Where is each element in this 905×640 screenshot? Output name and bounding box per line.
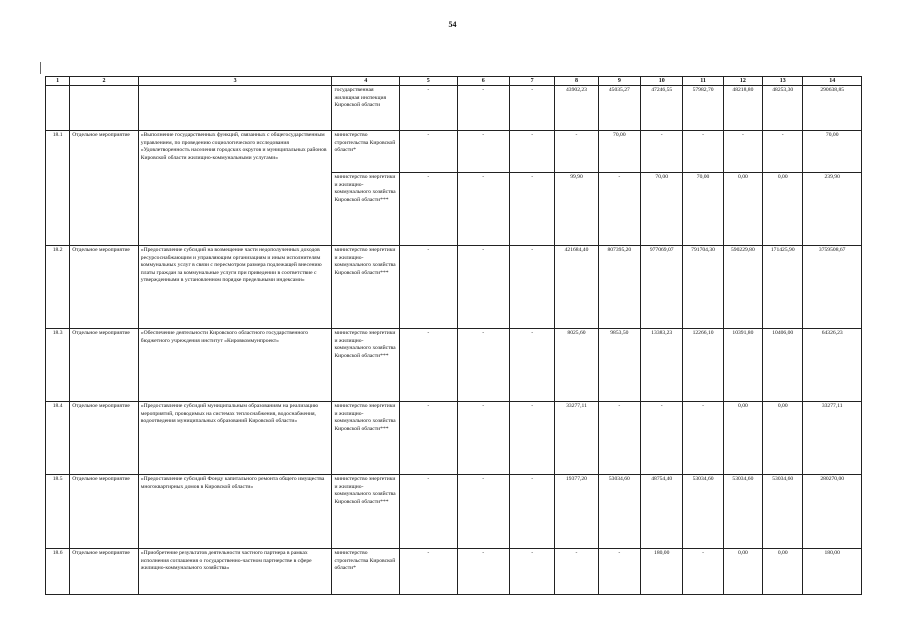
value-cell: 8025,60: [555, 329, 598, 402]
value-cell: -: [509, 86, 554, 131]
value-cell: 48253,30: [763, 86, 803, 131]
row-code-cell: [46, 86, 70, 131]
value-cell: 33277,11: [803, 402, 862, 475]
value-cell: 48754,40: [641, 475, 683, 549]
table-row: [46, 329, 862, 402]
executor-cell: министерство энергетики и жилищно-коммунального хозяйства Кировской области***: [332, 329, 400, 402]
value-cell: 807395,20: [598, 246, 640, 329]
row-type-cell: Отдельное мероприятие: [70, 549, 139, 595]
table-row: [46, 475, 862, 549]
value-cell: 180,00: [803, 549, 862, 595]
executor-cell: министерство энергетики и жилищно-коммунального хозяйства Кировской области***: [332, 246, 400, 329]
row-type-cell: Отдельное мероприятие: [70, 246, 139, 329]
value-cell: -: [400, 246, 457, 329]
column-header: 3: [138, 77, 332, 86]
row-name-cell: «Предоставление субсидий Фонду капитального ремонта общего имущества многоквартирных домов в Кировской области»: [138, 475, 332, 549]
column-header: 11: [683, 77, 723, 86]
value-cell: -: [555, 131, 598, 173]
value-cell: -: [400, 475, 457, 549]
table-row: [46, 549, 862, 595]
row-code-cell: 18.6: [46, 549, 70, 595]
table-row: [46, 402, 862, 475]
value-cell: -: [509, 402, 554, 475]
value-cell: -: [400, 173, 457, 246]
value-cell: 9853,50: [598, 329, 640, 402]
value-cell: -: [598, 402, 640, 475]
value-cell: 48218,80: [723, 86, 762, 131]
value-cell: 0,00: [723, 173, 762, 246]
value-cell: 0,00: [723, 549, 762, 595]
value-cell: 977069,07: [641, 246, 683, 329]
value-cell: -: [509, 329, 554, 402]
column-header: 5: [400, 77, 457, 86]
value-cell: 33277,11: [555, 402, 598, 475]
value-cell: 280270,00: [803, 475, 862, 549]
row-name-cell: [138, 86, 332, 131]
column-header: 7: [509, 77, 554, 86]
executor-cell: министерство строительства Кировской области*: [332, 131, 400, 173]
value-cell: 12266,10: [683, 329, 723, 402]
column-header: 2: [70, 77, 139, 86]
value-cell: 10391,80: [723, 329, 762, 402]
value-cell: 421684,40: [555, 246, 598, 329]
value-cell: 99,90: [555, 173, 598, 246]
value-cell: -: [509, 173, 554, 246]
value-cell: -: [457, 86, 509, 131]
value-cell: -: [400, 329, 457, 402]
value-cell: 171425,90: [763, 246, 803, 329]
column-header: 9: [598, 77, 640, 86]
row-type-cell: Отдельное мероприятие: [70, 402, 139, 475]
row-name-cell: «Выполнение государственных функций, связанных с общегосударственным управлением, по проведению социологического исследования «Удовлетворенность населения городских округов и муниципальных районов Кировской области жилищно-коммунальными услугами»: [138, 131, 332, 246]
row-name-cell: «Обеспечение деятельности Кировского областного государственного бюджетного учреждения институт «Кировкоммунпроект»: [138, 329, 332, 402]
value-cell: 19377,20: [555, 475, 598, 549]
value-cell: -: [723, 131, 762, 173]
column-header: 4: [332, 77, 400, 86]
value-cell: -: [509, 131, 554, 173]
row-code-cell: 18.2: [46, 246, 70, 329]
value-cell: -: [457, 246, 509, 329]
executor-cell: министерство энергетики и жилищно-коммунального хозяйства Кировской области***: [332, 402, 400, 475]
value-cell: 70,00: [683, 173, 723, 246]
value-cell: -: [457, 329, 509, 402]
value-cell: -: [400, 131, 457, 173]
value-cell: -: [683, 402, 723, 475]
value-cell: -: [457, 402, 509, 475]
column-number-row: [46, 77, 862, 86]
value-cell: 180,00: [641, 549, 683, 595]
value-cell: -: [683, 131, 723, 173]
value-cell: 13383,23: [641, 329, 683, 402]
value-cell: -: [457, 173, 509, 246]
value-cell: -: [509, 475, 554, 549]
value-cell: 0,00: [723, 402, 762, 475]
value-cell: 70,00: [641, 173, 683, 246]
value-cell: 57982,70: [683, 86, 723, 131]
page-number: 54: [448, 20, 457, 29]
value-cell: -: [555, 549, 598, 595]
program-table: [45, 76, 862, 595]
value-cell: -: [598, 173, 640, 246]
value-cell: -: [763, 131, 803, 173]
value-cell: 47246,55: [641, 86, 683, 131]
value-cell: 64326,23: [803, 329, 862, 402]
value-cell: -: [400, 549, 457, 595]
value-cell: 45035,27: [598, 86, 640, 131]
value-cell: 10406,00: [763, 329, 803, 402]
column-header: 6: [457, 77, 509, 86]
value-cell: -: [641, 131, 683, 173]
column-header: 14: [803, 77, 862, 86]
row-code-cell: 18.5: [46, 475, 70, 549]
column-header: 12: [723, 77, 762, 86]
value-cell: 53034,60: [683, 475, 723, 549]
column-header: 13: [763, 77, 803, 86]
value-cell: -: [457, 131, 509, 173]
row-type-cell: Отдельное мероприятие: [70, 131, 139, 246]
column-header: 8: [555, 77, 598, 86]
value-cell: -: [683, 549, 723, 595]
table-row: [46, 86, 862, 131]
value-cell: 0,00: [763, 549, 803, 595]
value-cell: 53034,60: [723, 475, 762, 549]
executor-cell: министерство энергетики и жилищно-коммунального хозяйства Кировской области***: [332, 173, 400, 246]
table-row: [46, 246, 862, 329]
value-cell: 53034,60: [598, 475, 640, 549]
value-cell: -: [509, 549, 554, 595]
column-header: 1: [46, 77, 70, 86]
value-cell: 239,90: [803, 173, 862, 246]
row-name-cell: «Предоставление субсидий муниципальным образованиям на реализацию мероприятий, проводимых на системах теплоснабжения, водоснабжения, водоотведения муниципальных образований Кировской области»: [138, 402, 332, 475]
value-cell: 590229,80: [723, 246, 762, 329]
column-header: 10: [641, 77, 683, 86]
value-cell: 70,00: [803, 131, 862, 173]
executor-cell: министерство строительства Кировской области*: [332, 549, 400, 595]
row-code-cell: 18.1: [46, 131, 70, 246]
value-cell: 791704,30: [683, 246, 723, 329]
value-cell: 3759508,67: [803, 246, 862, 329]
value-cell: 53034,60: [763, 475, 803, 549]
value-cell: -: [641, 402, 683, 475]
value-cell: 0,00: [763, 173, 803, 246]
value-cell: 70,00: [598, 131, 640, 173]
value-cell: -: [400, 86, 457, 131]
value-cell: -: [457, 549, 509, 595]
row-type-cell: Отдельное мероприятие: [70, 329, 139, 402]
row-code-cell: 18.3: [46, 329, 70, 402]
margin-mark: [40, 62, 41, 74]
value-cell: -: [598, 549, 640, 595]
row-code-cell: 18.4: [46, 402, 70, 475]
table-row: [46, 131, 862, 173]
executor-cell: государственная жилищная инспекция Кировской области: [332, 86, 400, 131]
row-name-cell: «Приобретение результатов деятельности частного партнера в рамках исполнения соглашения о государственно-частном партнерстве в сфере жилищно-коммунального хозяйства»: [138, 549, 332, 595]
row-name-cell: «Предоставление субсидий на возмещение части недополученных доходов ресурсоснабжающим и управляющим организациям и иным исполнителям коммунальных услуг в связи с пересмотром размера подлежащей внесению платы граждан за коммунальные услуги при приведении в соответствие с утвержденными в установленном порядке предельными индексами»: [138, 246, 332, 329]
value-cell: 290638,85: [803, 86, 862, 131]
row-type-cell: Отдельное мероприятие: [70, 475, 139, 549]
value-cell: -: [400, 402, 457, 475]
value-cell: -: [509, 246, 554, 329]
executor-cell: министерство энергетики и жилищно-коммунального хозяйства Кировской области***: [332, 475, 400, 549]
value-cell: -: [457, 475, 509, 549]
row-type-cell: [70, 86, 139, 131]
value-cell: 43902,23: [555, 86, 598, 131]
value-cell: 0,00: [763, 402, 803, 475]
